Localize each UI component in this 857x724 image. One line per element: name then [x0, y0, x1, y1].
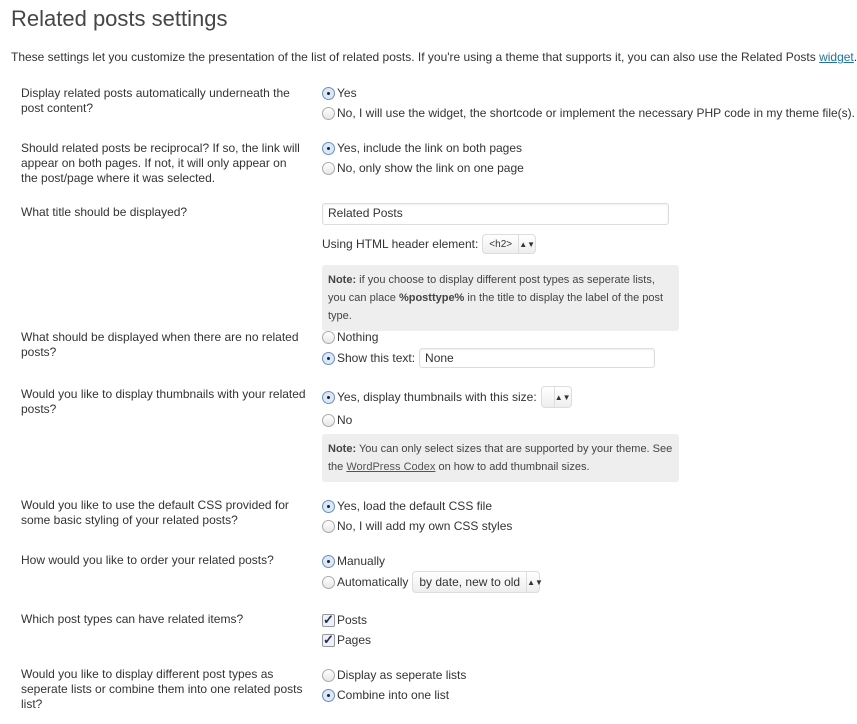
- intro-text: [11, 50, 857, 64]
- title-input[interactable]: Related Posts: [322, 203, 669, 225]
- option-label: Yes, include the link on both pages: [337, 141, 523, 155]
- checkmark-icon[interactable]: ✓: [323, 631, 334, 647]
- q2-yes-radio[interactable]: [322, 138, 524, 158]
- option-label: Nothing: [337, 330, 379, 344]
- radio-icon[interactable]: [322, 689, 335, 702]
- radio-icon[interactable]: [322, 352, 335, 365]
- q4-options: [322, 327, 655, 369]
- option-label: Posts: [337, 613, 368, 627]
- option-label: Pages: [337, 633, 372, 647]
- note-text: if you choose to display different post types as seperate lists, you can place: [328, 274, 655, 304]
- select-arrows-icon: ▲▼: [526, 572, 543, 592]
- q1-label: Display related posts automatically underneath the post content?: [21, 86, 290, 115]
- option-label: Display as seperate lists: [337, 668, 467, 682]
- intro-end: .: [853, 50, 857, 64]
- intro-body: These settings let you customize the presentation of the list of related posts. If you're using a theme that supports it, you can also use the Related Posts: [11, 50, 820, 64]
- option-label: No, I will use the widget, the shortcode or implement the necessary PHP code in my theme file(s).: [337, 106, 856, 120]
- widget-link[interactable]: widget: [819, 50, 854, 64]
- select-value: <h2>: [489, 238, 513, 250]
- option-label: Combine into one list: [337, 688, 450, 702]
- note-code: %posttype%: [398, 292, 465, 304]
- radio-icon[interactable]: [322, 500, 335, 513]
- select-arrows-icon: ▲▼: [518, 235, 535, 253]
- page-title: Related posts settings: [11, 6, 228, 31]
- q1-no-radio[interactable]: [322, 103, 855, 123]
- pages-checkbox[interactable]: [322, 630, 371, 650]
- q9-options: [322, 665, 466, 705]
- q9-combine-radio[interactable]: [322, 685, 466, 705]
- radio-icon[interactable]: [322, 142, 335, 155]
- radio-icon[interactable]: [322, 107, 335, 120]
- radio-icon[interactable]: [322, 162, 335, 175]
- q2-no-radio[interactable]: [322, 158, 524, 178]
- option-label: Show this text:: [337, 351, 416, 365]
- q7-auto-radio[interactable]: [322, 571, 543, 593]
- checkmark-icon[interactable]: ✓: [323, 611, 334, 627]
- option-label: Automatically: [337, 575, 409, 589]
- radio-icon[interactable]: [322, 391, 335, 404]
- q5-no-radio[interactable]: [322, 410, 572, 430]
- radio-icon[interactable]: [322, 331, 335, 344]
- option-label: No, I will add my own CSS styles: [337, 519, 513, 533]
- wordpress-codex-link[interactable]: WordPress Codex: [346, 461, 436, 473]
- q9-label: Would you like to display different post types as seperate lists or combine them into one related posts list?: [21, 667, 303, 711]
- q6-no-radio[interactable]: [322, 516, 512, 536]
- q7-label: How would you like to order your related posts?: [21, 553, 274, 567]
- header-element-row: [322, 234, 536, 254]
- option-label: Yes, load the default CSS file: [337, 499, 492, 513]
- q3-label: What title should be displayed?: [21, 205, 188, 219]
- q7-manual-radio[interactable]: [322, 551, 540, 571]
- q5-label: Would you like to display thumbnails with your related posts?: [21, 387, 306, 416]
- option-label: Yes, display thumbnails with this size:: [337, 390, 537, 404]
- title-note: [322, 265, 679, 331]
- radio-icon[interactable]: [322, 87, 335, 100]
- select-arrows-icon: ▲▼: [554, 387, 571, 407]
- note-bold: Note:: [328, 274, 357, 286]
- q6-label: Would you like to use the default CSS provided for some basic styling of your related posts?: [21, 498, 289, 527]
- thumbnail-note: [322, 434, 679, 482]
- q8-options: [322, 610, 371, 650]
- radio-icon[interactable]: [322, 576, 335, 589]
- select-value: by date, new to old: [419, 575, 521, 589]
- q2-options: [322, 138, 524, 178]
- note-text: You can only select sizes that are supported by your theme. See the: [328, 443, 673, 473]
- option-label: Manually: [337, 554, 386, 568]
- q4-nothing-radio[interactable]: [322, 327, 655, 347]
- q5-options: [322, 386, 572, 430]
- note-text: on how to add thumbnail sizes.: [435, 461, 590, 473]
- q1-yes-radio[interactable]: [322, 83, 855, 103]
- q6-options: [322, 496, 512, 536]
- option-label: No, only show the link on one page: [337, 161, 524, 175]
- q4-show-text-radio[interactable]: [322, 347, 655, 369]
- header-element-select[interactable]: [482, 234, 536, 254]
- q6-yes-radio[interactable]: [322, 496, 512, 516]
- q4-label: What should be displayed when there are no related posts?: [21, 330, 299, 359]
- posts-checkbox[interactable]: [322, 610, 371, 630]
- q9-separate-radio[interactable]: [322, 665, 466, 685]
- radio-icon[interactable]: [322, 669, 335, 682]
- q7-options: [322, 551, 543, 593]
- order-select[interactable]: [412, 571, 543, 593]
- radio-icon[interactable]: [322, 555, 335, 568]
- note-text: in the title to display the label of the post type.: [328, 292, 664, 322]
- thumbnail-size-select[interactable]: [541, 386, 572, 408]
- no-posts-text-input[interactable]: None: [419, 348, 655, 368]
- q2-label: Should related posts be reciprocal? If so, the link will appear on both pages. If not, it will only appear on the post/page where it was selected.: [21, 141, 300, 185]
- q8-label: Which post types can have related items?: [21, 612, 244, 626]
- option-label: Yes: [337, 86, 357, 100]
- radio-icon[interactable]: [322, 520, 335, 533]
- q1-options: [322, 83, 855, 123]
- note-bold: Note:: [328, 443, 357, 455]
- q5-yes-radio[interactable]: [322, 386, 572, 408]
- header-element-label: Using HTML header element:: [322, 237, 479, 251]
- radio-icon[interactable]: [322, 414, 335, 427]
- option-label: No: [337, 413, 353, 427]
